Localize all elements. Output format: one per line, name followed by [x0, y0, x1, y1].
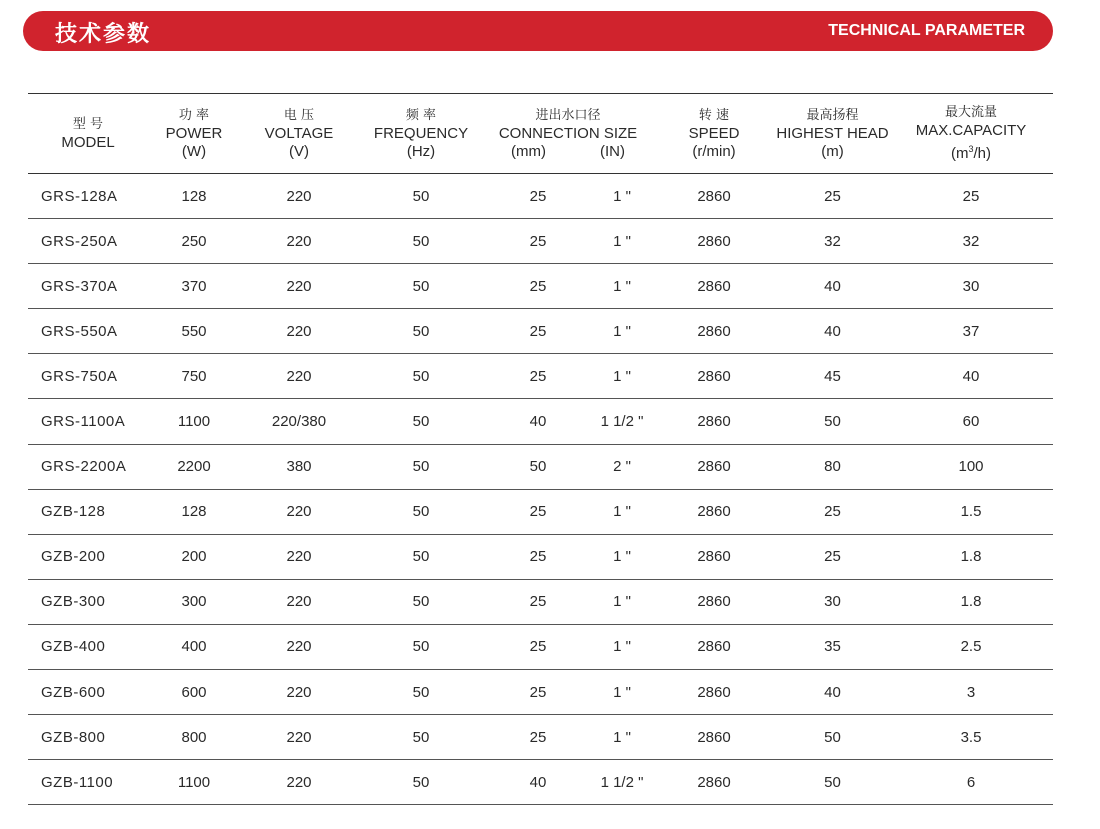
- cell-voltage: 220: [286, 773, 312, 791]
- header-model-cn: 型 号: [72, 116, 104, 132]
- table-row: [28, 670, 1053, 715]
- cell-model: GRS-250A: [41, 232, 118, 250]
- cell-power: 370: [181, 277, 207, 295]
- header-capacity-cn: 最大流量: [944, 105, 997, 120]
- table-row: [28, 489, 1053, 534]
- header-frequency: [358, 94, 484, 174]
- header-head-cn: 最高扬程: [806, 107, 859, 123]
- cell-speed: 2860: [697, 232, 731, 250]
- table-row: [28, 309, 1053, 354]
- cell-capacity: 1.8: [960, 593, 982, 611]
- header-voltage-en: VOLTAGE: [264, 124, 334, 142]
- cell-model: GRS-1100A: [41, 413, 126, 431]
- header-connection-en: CONNECTION SIZE: [498, 124, 638, 142]
- cell-head: 35: [824, 638, 841, 656]
- cell-connection-mm: 25: [529, 277, 547, 295]
- header-power-unit: (W): [181, 142, 207, 160]
- cell-connection-mm: 25: [529, 548, 547, 566]
- cell-connection-mm: 40: [529, 773, 547, 791]
- table-row: [28, 219, 1053, 264]
- cell-capacity: 1.8: [960, 548, 982, 566]
- table-row: [28, 444, 1053, 489]
- cell-voltage: 220: [286, 548, 312, 566]
- cell-power: 2200: [177, 458, 211, 476]
- cell-connection-mm: 25: [529, 683, 547, 701]
- cell-connection-mm: 25: [529, 367, 547, 385]
- cell-connection-in: 1 ": [613, 367, 631, 385]
- cell-connection-mm: 40: [529, 413, 547, 431]
- cell-frequency: 50: [412, 773, 430, 791]
- cell-speed: 2860: [697, 773, 731, 791]
- cell-frequency: 50: [412, 548, 430, 566]
- cell-connection-in: 1 ": [613, 322, 631, 340]
- header-speed-cn: 转 速: [698, 107, 730, 123]
- cell-voltage: 220: [286, 503, 312, 521]
- cell-voltage: 380: [286, 458, 312, 476]
- cell-model: GZB-600: [41, 683, 106, 701]
- cell-speed: 2860: [697, 277, 731, 295]
- cell-head: 40: [824, 277, 841, 295]
- cell-connection-mm: 25: [529, 638, 547, 656]
- cell-speed: 2860: [697, 367, 731, 385]
- cell-connection-in: 1 ": [613, 232, 631, 250]
- header-head-unit: (m): [821, 142, 844, 160]
- cell-capacity: 2.5: [960, 638, 982, 656]
- cell-connection-in: 1 ": [613, 728, 631, 746]
- cell-frequency: 50: [412, 593, 430, 611]
- cell-speed: 2860: [697, 638, 731, 656]
- cell-head: 45: [824, 367, 841, 385]
- header-voltage-unit: (V): [289, 142, 309, 160]
- table-row: [28, 399, 1053, 444]
- cell-model: GZB-1100: [41, 773, 114, 791]
- cell-head: 25: [824, 187, 841, 205]
- cell-power: 400: [181, 638, 207, 656]
- cell-frequency: 50: [412, 187, 430, 205]
- table-row: [28, 354, 1053, 399]
- cell-voltage: 220: [286, 683, 312, 701]
- cell-frequency: 50: [412, 367, 430, 385]
- cell-capacity: 40: [962, 367, 980, 385]
- cell-voltage: 220: [286, 322, 312, 340]
- cell-power: 250: [181, 232, 207, 250]
- cell-head: 50: [824, 773, 841, 791]
- cell-capacity: 6: [966, 773, 976, 791]
- header-row: [28, 94, 1053, 174]
- cell-capacity: 30: [962, 277, 980, 295]
- cell-capacity: 3.5: [960, 728, 982, 746]
- cell-speed: 2860: [697, 187, 731, 205]
- cell-connection-in: 1 ": [613, 503, 631, 521]
- cell-capacity: 60: [962, 413, 980, 431]
- cell-connection-in: 1 ": [613, 548, 631, 566]
- cell-power: 600: [181, 683, 207, 701]
- title-en: TECHNICAL PARAMETER: [828, 22, 1025, 39]
- cell-model: GRS-2200A: [41, 458, 127, 476]
- cell-frequency: 50: [412, 232, 430, 250]
- table-body: [28, 174, 1053, 805]
- header-power-en: POWER: [165, 124, 223, 142]
- cell-voltage: 220: [286, 232, 312, 250]
- cell-connection-mm: 25: [529, 593, 547, 611]
- header-frequency-en: FREQUENCY: [373, 124, 469, 142]
- cell-power: 800: [181, 728, 207, 746]
- cell-voltage: 220: [286, 728, 312, 746]
- cell-speed: 2860: [697, 413, 731, 431]
- table-row: [28, 534, 1053, 579]
- cell-model: GRS-750A: [41, 367, 118, 385]
- cell-power: 1100: [177, 413, 211, 431]
- table-row: [28, 715, 1053, 760]
- cell-model: GRS-550A: [41, 322, 118, 340]
- cell-voltage: 220: [286, 187, 312, 205]
- cell-connection-mm: 25: [529, 187, 547, 205]
- cell-model: GZB-200: [41, 548, 106, 566]
- cell-speed: 2860: [697, 322, 731, 340]
- cell-connection-mm: 25: [529, 503, 547, 521]
- cell-speed: 2860: [697, 503, 731, 521]
- cell-power: 750: [181, 367, 207, 385]
- cell-frequency: 50: [412, 413, 430, 431]
- cell-head: 50: [824, 413, 841, 431]
- parameter-table: [28, 93, 1053, 805]
- cell-power: 550: [181, 322, 207, 340]
- cell-power: 128: [181, 187, 207, 205]
- cell-speed: 2860: [697, 728, 731, 746]
- cell-frequency: 50: [412, 638, 430, 656]
- header-capacity-unit: $(m^3/h)$: [950, 144, 992, 162]
- cell-connection-mm: 25: [529, 322, 547, 340]
- header-banner: [23, 11, 1053, 51]
- cell-voltage: 220: [286, 277, 312, 295]
- cell-head: 30: [824, 593, 841, 611]
- header-model-en: MODEL: [61, 133, 115, 151]
- cell-speed: 2860: [697, 548, 731, 566]
- cell-head: 25: [824, 548, 841, 566]
- header-capacity-en: MAX.CAPACITY: [915, 122, 1027, 139]
- header-power: [148, 94, 240, 174]
- header-frequency-unit: (Hz): [406, 142, 436, 160]
- cell-frequency: 50: [412, 458, 430, 476]
- header-speed-en: SPEED: [688, 124, 740, 142]
- cell-connection-mm: 25: [529, 232, 547, 250]
- header-model: [28, 94, 148, 174]
- header-voltage-cn: 电 压: [283, 107, 315, 123]
- cell-speed: 2860: [697, 683, 731, 701]
- cell-head: 32: [824, 232, 841, 250]
- cell-frequency: 50: [412, 503, 430, 521]
- cell-frequency: 50: [412, 322, 430, 340]
- cell-speed: 2860: [697, 593, 731, 611]
- cell-connection-in: 1 ": [613, 277, 631, 295]
- cell-model: GRS-370A: [41, 277, 118, 295]
- cell-head: 40: [824, 322, 841, 340]
- header-speed-unit: (r/min): [692, 142, 736, 160]
- cell-connection-mm: 25: [529, 728, 547, 746]
- cell-voltage: 220/380: [271, 413, 327, 431]
- table-row: [28, 624, 1053, 669]
- table-row: [28, 579, 1053, 624]
- cell-connection-in: 1 1/2 ": [600, 413, 644, 431]
- table-row: [28, 264, 1053, 309]
- cell-model: GRS-128A: [41, 187, 118, 205]
- cell-capacity: 100: [958, 458, 984, 476]
- cell-capacity: 37: [962, 322, 980, 340]
- cell-head: 50: [824, 728, 841, 746]
- cell-connection-in: 2 ": [613, 458, 631, 476]
- cell-model: GZB-128: [41, 503, 106, 521]
- header-connection-unit-in: (IN): [599, 142, 625, 160]
- header-head: [776, 94, 889, 174]
- table-row: [28, 174, 1053, 219]
- cell-model: GZB-300: [41, 593, 106, 611]
- cell-frequency: 50: [412, 728, 430, 746]
- cell-frequency: 50: [412, 683, 430, 701]
- cell-power: 1100: [177, 773, 211, 791]
- cell-capacity: 3: [966, 683, 976, 701]
- cell-power: 128: [181, 503, 207, 521]
- cell-voltage: 220: [286, 593, 312, 611]
- cell-connection-in: 1 1/2 ": [600, 773, 644, 791]
- table-row: [28, 760, 1053, 805]
- cell-connection-mm: 50: [529, 458, 547, 476]
- header-connection: [484, 94, 652, 174]
- cell-capacity: 1.5: [960, 503, 982, 521]
- cell-power: 300: [181, 593, 207, 611]
- cell-model: GZB-400: [41, 638, 106, 656]
- title-cn: 技术参数: [55, 22, 152, 47]
- cell-capacity: 25: [962, 187, 980, 205]
- cell-connection-in: 1 ": [613, 187, 631, 205]
- cell-voltage: 220: [286, 367, 312, 385]
- cell-head: 80: [824, 458, 841, 476]
- cell-connection-in: 1 ": [613, 593, 631, 611]
- cell-power: 200: [181, 548, 207, 566]
- cell-voltage: 220: [286, 638, 312, 656]
- header-head-en: HIGHEST HEAD: [776, 124, 889, 142]
- cell-head: 25: [824, 503, 841, 521]
- cell-frequency: 50: [412, 277, 430, 295]
- cell-head: 40: [824, 683, 841, 701]
- header-frequency-cn: 频 率: [405, 107, 437, 123]
- header-speed: [652, 94, 776, 174]
- header-capacity: [889, 94, 1053, 174]
- cell-model: GZB-800: [41, 728, 106, 746]
- header-voltage: [240, 94, 358, 174]
- cell-connection-in: 1 ": [613, 683, 631, 701]
- header-power-cn: 功 率: [178, 107, 210, 123]
- header-connection-unit-mm: (mm): [511, 142, 546, 160]
- cell-speed: 2860: [697, 458, 731, 476]
- cell-connection-in: 1 ": [613, 638, 631, 656]
- cell-capacity: 32: [962, 232, 980, 250]
- header-connection-cn: 进出水口径: [535, 107, 601, 123]
